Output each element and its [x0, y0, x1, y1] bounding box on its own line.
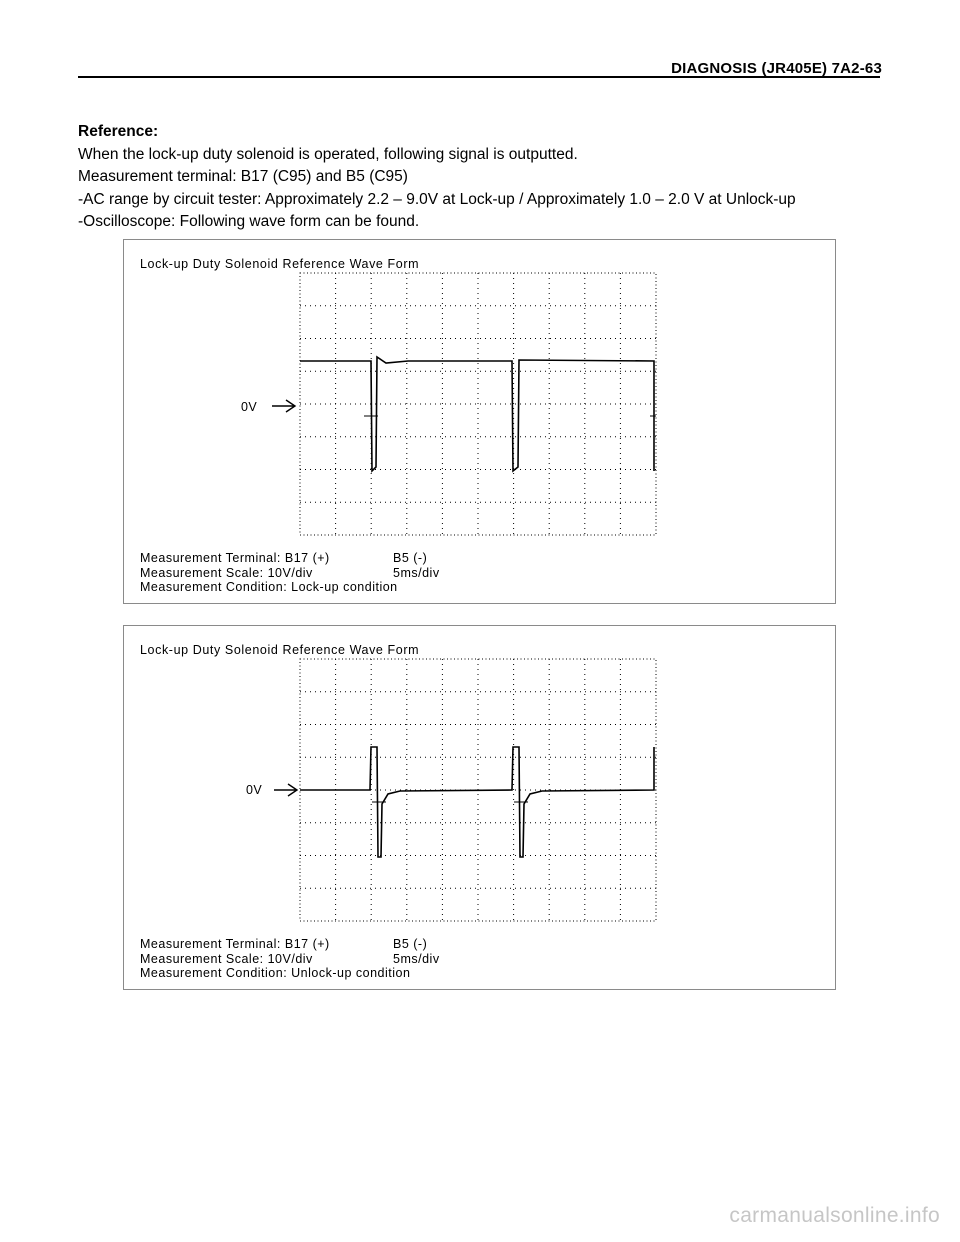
condition-label: Measurement Condition: Lock-up condition: [140, 580, 398, 594]
terminal-label: Measurement Terminal: B17 (+): [140, 551, 330, 565]
intro-text: [78, 121, 796, 234]
terminal-negative: B5 (-): [393, 551, 428, 565]
oscilloscope-screen: [124, 240, 835, 603]
zero-volt-label: 0V: [246, 783, 263, 797]
intro-line: -AC range by circuit tester: Approximately 2.2 – 9.0V at Lock-up / Approximately 1.0 – 2.0 V at Unlock-up: [78, 190, 796, 208]
waveform-figure-unlockup: [123, 625, 836, 990]
intro-line: Measurement terminal: B17 (C95) and B5 (C95): [78, 168, 408, 185]
figure-title: Lock-up Duty Solenoid Reference Wave Form: [140, 643, 420, 657]
scale-label: Measurement Scale: 10V/div: [140, 565, 313, 580]
time-scale: 5ms/div: [393, 951, 440, 966]
zero-volt-label: 0V: [241, 400, 258, 414]
time-scale: 5ms/div: [393, 565, 440, 580]
reference-heading: Reference:: [78, 123, 159, 140]
terminal-label: Measurement Terminal: B17 (+): [140, 937, 330, 951]
zero-volt-arrow: [272, 400, 295, 412]
condition-label: Measurement Condition: Unlock-up condition: [140, 966, 411, 980]
page-header-title: DIAGNOSIS (JR405E) 7A2-63: [671, 60, 882, 77]
header-rule: [78, 76, 880, 78]
terminal-negative: B5 (-): [393, 937, 428, 951]
watermark: carmanualsonline.info: [729, 1204, 940, 1227]
figure-title: Lock-up Duty Solenoid Reference Wave Form: [140, 257, 420, 271]
intro-line: -Oscilloscope: Following wave form can be found.: [78, 213, 420, 230]
waveform-trace: [300, 747, 654, 857]
waveform-figure-lockup: [123, 239, 836, 604]
scale-label: Measurement Scale: 10V/div: [140, 951, 313, 966]
zero-volt-arrow: [274, 784, 297, 796]
measurement-info: [140, 551, 440, 595]
waveform-trace: [300, 357, 654, 471]
measurement-info: [140, 937, 440, 981]
intro-line: When the lock-up duty solenoid is operated, following signal is outputted.: [78, 145, 578, 163]
oscilloscope-screen: [124, 626, 835, 989]
